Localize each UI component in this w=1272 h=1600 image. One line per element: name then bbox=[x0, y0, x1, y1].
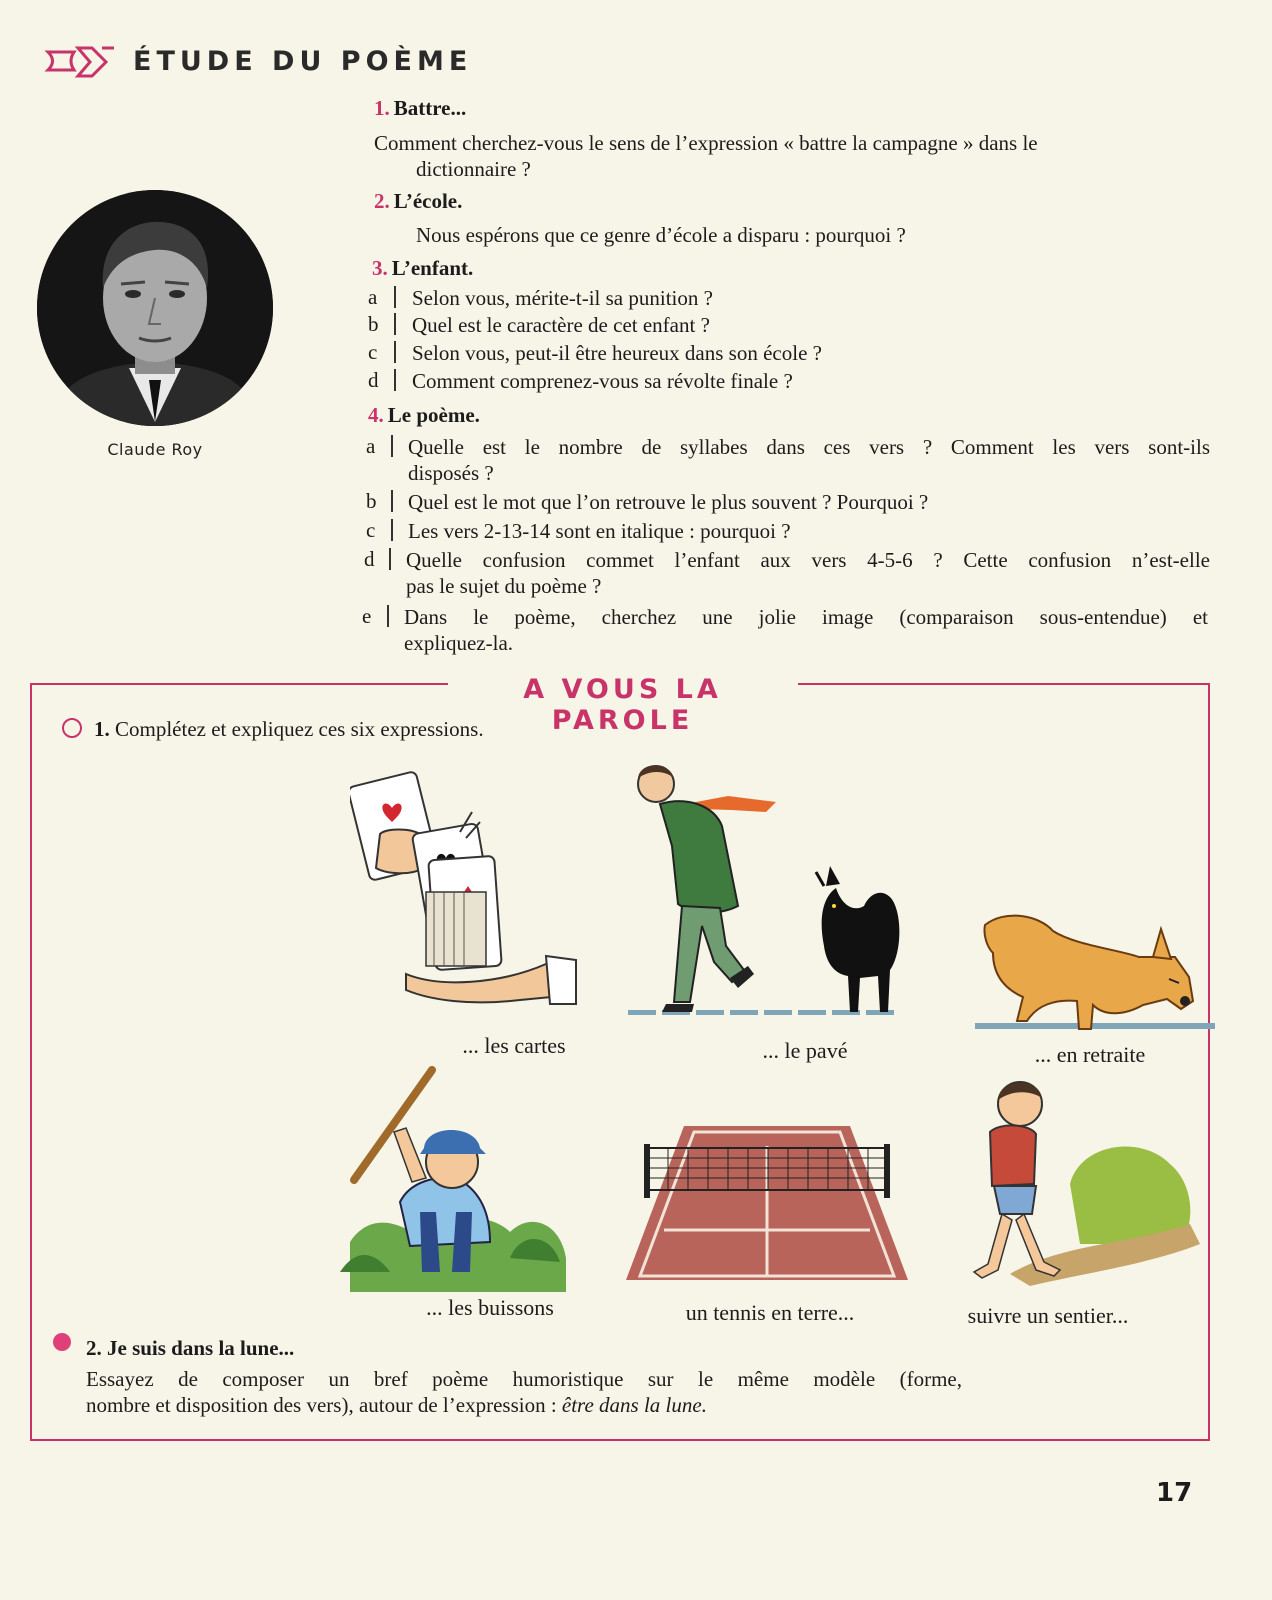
bushes-illustration bbox=[340, 1062, 570, 1292]
circle-bullet-icon bbox=[62, 718, 82, 738]
question-title: L’école. bbox=[393, 189, 463, 213]
tennis-court-illustration bbox=[624, 1126, 910, 1281]
divider bbox=[387, 605, 389, 627]
question-number: 3. bbox=[372, 256, 388, 280]
question-title: Le poème. bbox=[387, 403, 480, 427]
arrow-icon bbox=[44, 44, 120, 80]
list-item: e bbox=[362, 604, 372, 628]
expression-italic: être dans la lune. bbox=[561, 1393, 707, 1417]
question-2-header bbox=[374, 189, 462, 214]
path-illustration bbox=[950, 1074, 1206, 1286]
divider bbox=[798, 683, 1210, 685]
divider bbox=[394, 313, 396, 335]
exercise-2-text-cont: nombre et disposition des vers), autour de l’expression : être dans la lune. bbox=[86, 1393, 707, 1417]
divider bbox=[30, 683, 448, 685]
page-title: ÉTUDE DU POÈME bbox=[133, 46, 473, 77]
list-item: b bbox=[368, 312, 379, 336]
question-title: L’enfant. bbox=[391, 256, 474, 280]
question-3a-text: Selon vous, mérite-t-il sa punition ? bbox=[412, 286, 713, 310]
question-1-text: Comment cherchez-vous le sens de l’expression « battre la campagne » dans le bbox=[374, 131, 1038, 155]
divider bbox=[394, 286, 396, 308]
list-item: d bbox=[368, 368, 379, 392]
filled-bullet-icon bbox=[53, 1333, 71, 1351]
question-title: Battre... bbox=[393, 96, 467, 120]
section-heading: A VOUS LA PAROLE bbox=[523, 674, 722, 736]
list-item: d bbox=[364, 547, 375, 571]
question-3b-text: Quel est le caractère de cet enfant ? bbox=[412, 313, 710, 337]
exercise-number: 1. bbox=[94, 717, 110, 741]
caption-tennis: un tennis en terre... bbox=[685, 1300, 855, 1325]
divider bbox=[391, 435, 393, 457]
pave-illustration bbox=[628, 756, 918, 1026]
exercise-2-header bbox=[86, 1335, 294, 1361]
caption-retraite: ... en retraite bbox=[1034, 1042, 1146, 1067]
question-4a-text-cont: disposés ? bbox=[408, 461, 494, 485]
exercise-2-text: Essayez de composer un bref poème humoristique sur le même modèle (forme, bbox=[86, 1367, 962, 1391]
question-4a-text: Quelle est le nombre de syllabes dans ces vers ? Comment les vers sont-ils bbox=[408, 435, 1210, 459]
question-3c-text: Selon vous, peut-il être heureux dans son école ? bbox=[412, 341, 822, 365]
question-3-header bbox=[372, 256, 473, 281]
list-item: a bbox=[368, 285, 378, 309]
exercise-1 bbox=[94, 716, 484, 742]
list-item: c bbox=[366, 518, 376, 542]
exercise-number: 2. bbox=[86, 1336, 102, 1360]
exercise-title: Je suis dans la lune... bbox=[107, 1336, 295, 1360]
caption-buissons: ... les buissons bbox=[426, 1295, 554, 1320]
question-4b-text: Quel est le mot que l’on retrouve le plus souvent ? Pourquoi ? bbox=[408, 490, 929, 514]
question-1-text-cont: dictionnaire ? bbox=[416, 157, 531, 181]
question-number: 2. bbox=[374, 189, 390, 213]
portrait-caption: Claude Roy bbox=[107, 440, 203, 459]
list-item: b bbox=[366, 489, 377, 513]
question-3d-text: Comment comprenez-vous sa révolte finale ? bbox=[412, 369, 793, 393]
question-4e-text: Dans le poème, cherchez une jolie image (comparaison sous-entendue) et bbox=[404, 605, 1208, 629]
question-4c-text: Les vers 2-13-14 sont en italique : pourquoi ? bbox=[408, 519, 791, 543]
list-item: a bbox=[366, 434, 376, 458]
question-4-header bbox=[368, 403, 480, 428]
caption-sentier: suivre un sentier... bbox=[967, 1303, 1129, 1328]
divider bbox=[394, 341, 396, 363]
question-number: 1. bbox=[374, 96, 390, 120]
question-4d-text: Quelle confusion commet l’enfant aux vers 4-5-6 ? Cette confusion n’est-elle bbox=[406, 548, 1210, 572]
question-2-text: Nous espérons que ce genre d’école a disparu : pourquoi ? bbox=[416, 223, 906, 247]
playing-cards-illustration bbox=[350, 768, 580, 1008]
divider bbox=[389, 548, 391, 570]
page-number: 17 bbox=[1156, 1478, 1193, 1508]
question-1-header bbox=[374, 96, 466, 121]
divider bbox=[391, 490, 393, 512]
divider bbox=[391, 519, 393, 541]
author-portrait bbox=[37, 190, 273, 426]
question-4e-text-cont: expliquez-la. bbox=[404, 631, 514, 655]
caption-pave: ... le pavé bbox=[762, 1038, 848, 1063]
list-item: c bbox=[368, 340, 378, 364]
caption-cards: ... les cartes bbox=[462, 1033, 566, 1058]
question-4d-text-cont: pas le sujet du poème ? bbox=[406, 574, 602, 598]
divider bbox=[394, 369, 396, 391]
question-number: 4. bbox=[368, 403, 384, 427]
dog-retreat-illustration bbox=[975, 905, 1215, 1035]
exercise-instruction: Complétez et expliquez ces six expressions. bbox=[115, 717, 484, 741]
